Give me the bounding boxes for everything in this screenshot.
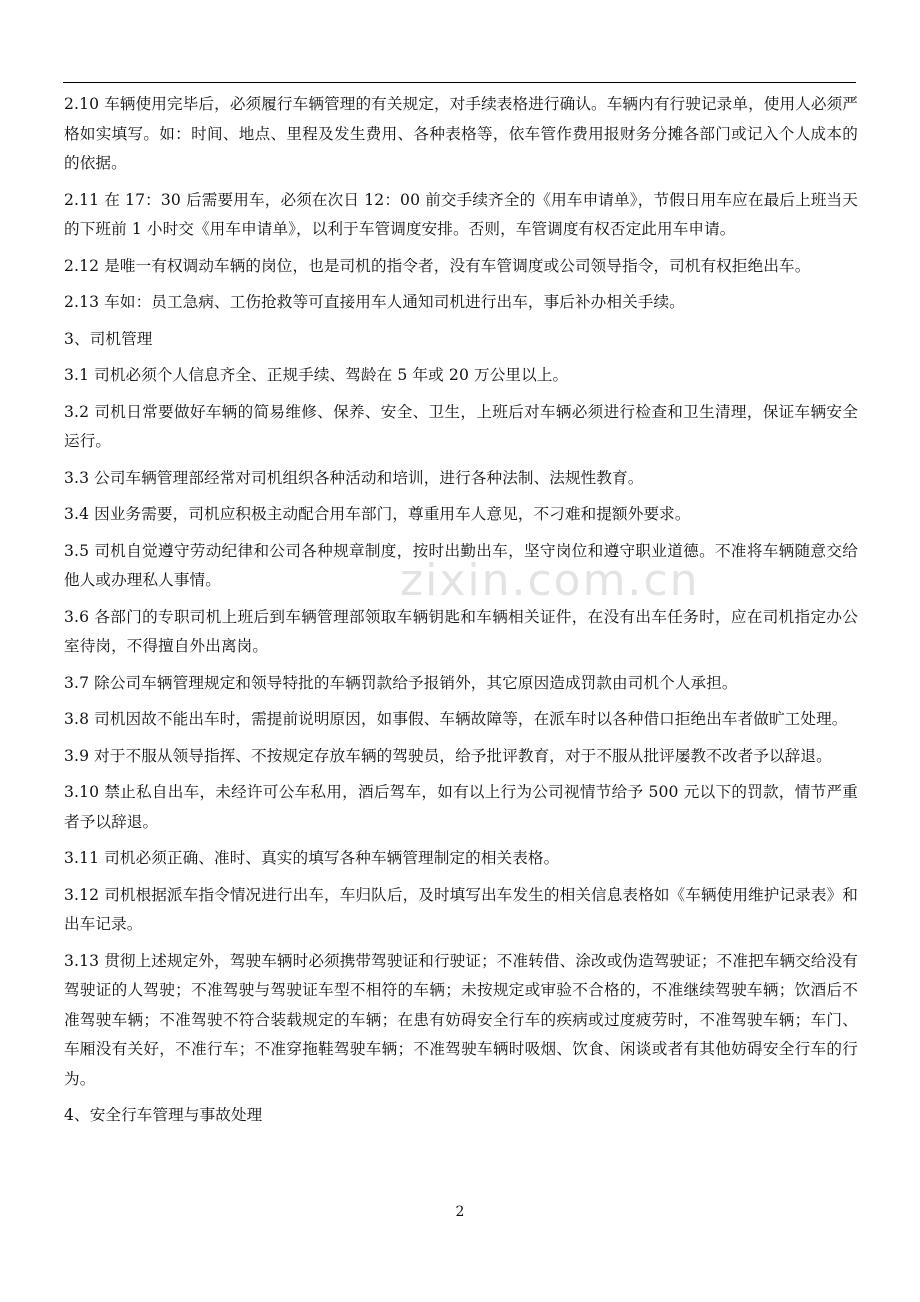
document-body	[64, 90, 858, 1138]
paragraph-2-10: 2.10 车辆使用完毕后，必须履行车辆管理的有关规定，对手续表格进行确认。车辆内有行驶记录单，使用人必须严格如实填写。如：时间、地点、里程及发生费用、各种表格等，依车管作费用报财务分摊各部门或记入个人成本的的依据。	[64, 95, 858, 172]
paragraph-3-5: 3.5 司机自觉遵守劳动纪律和公司各种规章制度，按时出勤出车，坚守岗位和遵守职业道德。不准将车辆随意交给他人或办理私人事情。	[64, 541, 858, 589]
paragraph-2-11: 2.11 在 17：30 后需要用车，必须在次日 12：00 前交手续齐全的《用车申请单》，节假日用车应在最后上班当天的下班前 1 小时交《用车申请单》，以利于车管调度安排。否则，车管调度有权否定此用车申请。	[64, 190, 858, 238]
paragraph-3-13: 3.13 贯彻上述规定外，驾驶车辆时必须携带驾驶证和行驶证；不准转借、涂改或伪造驾驶证；不准把车辆交给没有驾驶证的人驾驶；不准驾驶与驾驶证车型不相符的车辆；未按规定或审验不合格的，不准继续驾驶车辆；饮酒后不准驾驶车辆；不准驾驶不符合装载规定的车辆；在患有妨碍安全行车的疾病或过度疲劳时，不准驾驶车辆；车门、车厢没有关好，不准行车；不准穿拖鞋驾驶车辆；不准驾驶车辆时吸烟、饮食、闲谈或者有其他妨碍安全行车的行为。	[64, 951, 858, 1088]
paragraph-3-7: 3.7 除公司车辆管理规定和领导特批的车辆罚款给予报销外，其它原因造成罚款由司机个人承担。	[64, 673, 738, 692]
paragraph-3-1: 3.1 司机必须个人信息齐全、正规手续、驾龄在 5 年或 20 万公里以上。	[64, 366, 569, 384]
page-number: 2	[455, 1204, 465, 1220]
paragraph-3-8: 3.8 司机因故不能出车时，需提前说明原因，如事假、车辆故障等，在派车时以各种借口拒绝出车者做旷工处理。	[64, 710, 848, 728]
paragraph-2-12: 2.12 是唯一有权调动车辆的岗位，也是司机的指令者，没有车管调度或公司领导指令，司机有权拒绝出车。	[64, 256, 811, 275]
watermark: zixin.com.cn	[400, 555, 700, 606]
paragraph-2-13: 2.13 车如：员工急病、工伤抢救等可直接用车人通知司机进行出车，事后补办相关手续。	[64, 293, 685, 311]
paragraph-3-6: 3.6 各部门的专职司机上班后到车辆管理部领取车辆钥匙和车辆相关证件，在没有出车任务时，应在司机指定办公室待岗，不得擅自外出离岗。	[64, 607, 858, 655]
paragraph-3-9: 3.9 对于不服从领导指挥、不按规定存放车辆的驾驶员，给予批评教育，对于不服从批评屡教不改者予以辞退。	[64, 746, 832, 765]
section-heading-driver-management: 3、司机管理	[64, 329, 153, 348]
section-heading-safety-accident: 4、安全行车管理与事故处理	[64, 1106, 263, 1124]
paragraph-3-4: 3.4 因业务需要，司机应积极主动配合用车部门，尊重用车人意见，不刁难和提额外要求。	[64, 505, 691, 523]
paragraph-3-11: 3.11 司机必须正确、准时、真实的填写各种车辆管理制定的相关表格。	[64, 849, 560, 867]
header-rule	[63, 82, 856, 83]
paragraph-3-3: 3.3 公司车辆管理部经常对司机组织各种活动和培训，进行各种法制、法规性教育。	[64, 468, 644, 487]
paragraph-3-12: 3.12 司机根据派车指令情况进行出车，车归队后，及时填写出车发生的相关信息表格如《车辆使用维护记录表》和出车记录。	[64, 885, 858, 933]
paragraph-3-10: 3.10 禁止私自出车，未经许可公车私用，酒后驾车，如有以上行为公司视情节给予 500 元以下的罚款，情节严重者予以辞退。	[64, 783, 858, 831]
paragraph-3-2: 3.2 司机日常要做好车辆的简易维修、保养、安全、卫生，上班后对车辆必须进行检查和卫生清理，保证车辆安全运行。	[64, 402, 858, 450]
